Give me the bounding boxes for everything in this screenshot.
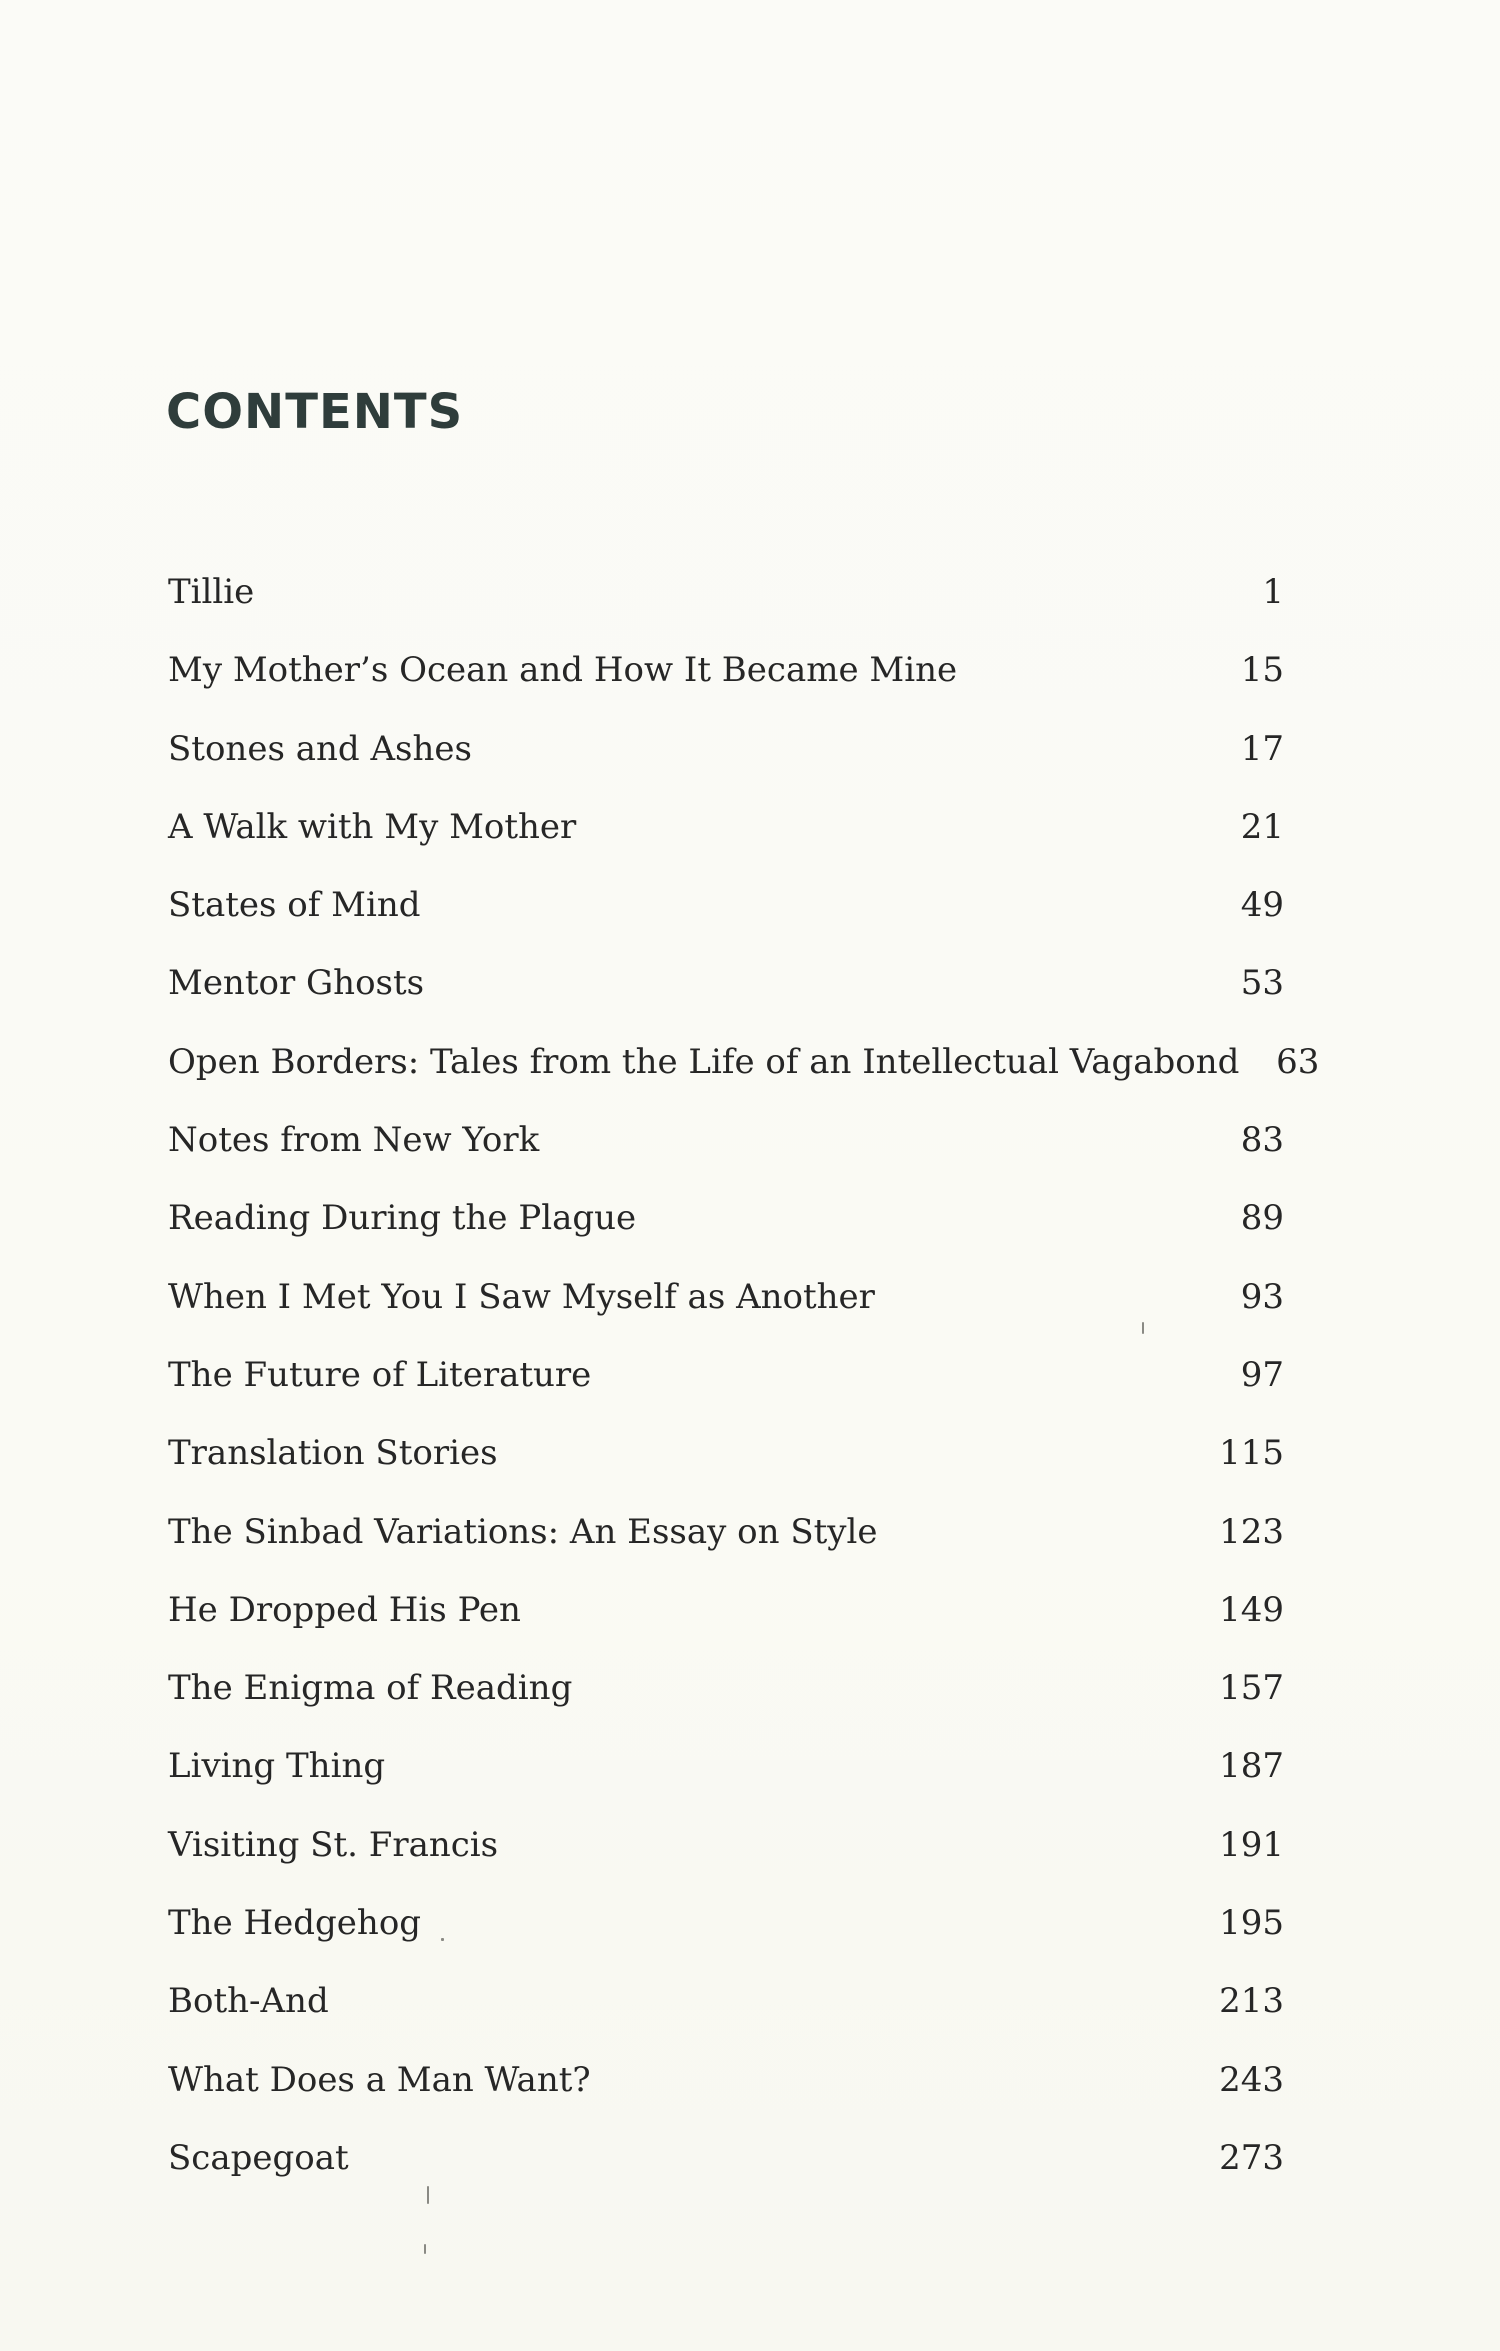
scan-speck (424, 2244, 426, 2254)
entry-title: He Dropped His Pen (168, 1589, 521, 1630)
entry-page-number: 123 (1219, 1511, 1284, 1552)
entry-title: Both-And (168, 1981, 329, 2022)
entry-title: States of Mind (168, 885, 421, 926)
entry-page-number: 89 (1240, 1198, 1284, 1239)
entry-page-number: 15 (1240, 650, 1284, 691)
entry-title: Living Thing (168, 1746, 386, 1787)
toc-entry (168, 1120, 1284, 1198)
entry-page-number: 273 (1219, 2137, 1284, 2178)
entry-title: Notes from New York (168, 1120, 540, 1161)
entry-page-number: 243 (1219, 2059, 1284, 2100)
toc-entry (168, 885, 1284, 963)
entry-title: Translation Stories (168, 1433, 498, 1474)
entry-title: A Walk with My Mother (168, 806, 577, 847)
toc-entry (168, 2138, 1284, 2216)
contents-heading: CONTENTS (166, 384, 464, 440)
entry-page-number: 187 (1219, 1746, 1284, 1787)
entry-title: The Sinbad Variations: An Essay on Style (168, 1511, 878, 1552)
entry-page-number: 213 (1219, 1981, 1284, 2022)
toc-entry (168, 1277, 1284, 1355)
entry-title: My Mother’s Ocean and How It Became Mine (168, 650, 958, 691)
toc-entry (168, 1433, 1284, 1511)
toc-entry (168, 1903, 1284, 1981)
entry-title: Scapegoat (168, 2137, 349, 2178)
entry-title: Mentor Ghosts (168, 963, 425, 1004)
entry-title: What Does a Man Want? (168, 2059, 591, 2100)
toc-entry (168, 1668, 1284, 1746)
entry-title: The Hedgehog (168, 1903, 422, 1944)
entry-title: The Enigma of Reading (168, 1668, 573, 1709)
entry-page-number: 1 (1262, 572, 1284, 612)
toc-entry (168, 807, 1284, 885)
entry-page-number: 157 (1219, 1668, 1284, 1709)
toc-entry (168, 1041, 1320, 1120)
entry-title: Stones and Ashes (168, 728, 472, 769)
toc-entry (168, 1825, 1284, 1903)
entry-page-number: 63 (1276, 1041, 1320, 1082)
entry-title: Visiting St. Francis (168, 1824, 499, 1865)
toc-entry (168, 1746, 1284, 1824)
toc-entry (168, 1198, 1284, 1276)
toc-entry (168, 572, 1284, 650)
entry-title: Reading During the Plague (168, 1198, 637, 1239)
entry-title: Open Borders: Tales from the Life of an Intellectual Vagabond (168, 1041, 1240, 1082)
scan-speck (427, 2186, 429, 2204)
entry-page-number: 21 (1240, 806, 1284, 847)
entry-title: When I Met You I Saw Myself as Another (168, 1276, 875, 1317)
entry-title: Tillie (168, 572, 255, 612)
scan-speck (441, 1938, 444, 1941)
toc-entry (168, 1512, 1284, 1590)
toc-entry (168, 729, 1284, 807)
toc-entry (168, 2060, 1284, 2138)
toc-entry (168, 963, 1284, 1041)
entry-title: The Future of Literature (168, 1354, 592, 1395)
entry-page-number: 195 (1219, 1903, 1284, 1944)
toc-entry (168, 1590, 1284, 1668)
entry-page-number: 191 (1219, 1824, 1284, 1865)
toc-entry (168, 1355, 1284, 1433)
entry-page-number: 83 (1240, 1120, 1284, 1161)
entry-page-number: 49 (1240, 885, 1284, 926)
entry-page-number: 97 (1240, 1354, 1284, 1395)
toc-entry (168, 650, 1284, 728)
scan-speck (1142, 1322, 1144, 1334)
entry-page-number: 93 (1240, 1276, 1284, 1317)
entry-page-number: 149 (1219, 1589, 1284, 1630)
entry-page-number: 53 (1240, 963, 1284, 1004)
entry-page-number: 115 (1219, 1433, 1284, 1474)
toc-entry (168, 1981, 1284, 2059)
table-of-contents (168, 572, 1320, 2216)
entry-page-number: 17 (1240, 728, 1284, 769)
